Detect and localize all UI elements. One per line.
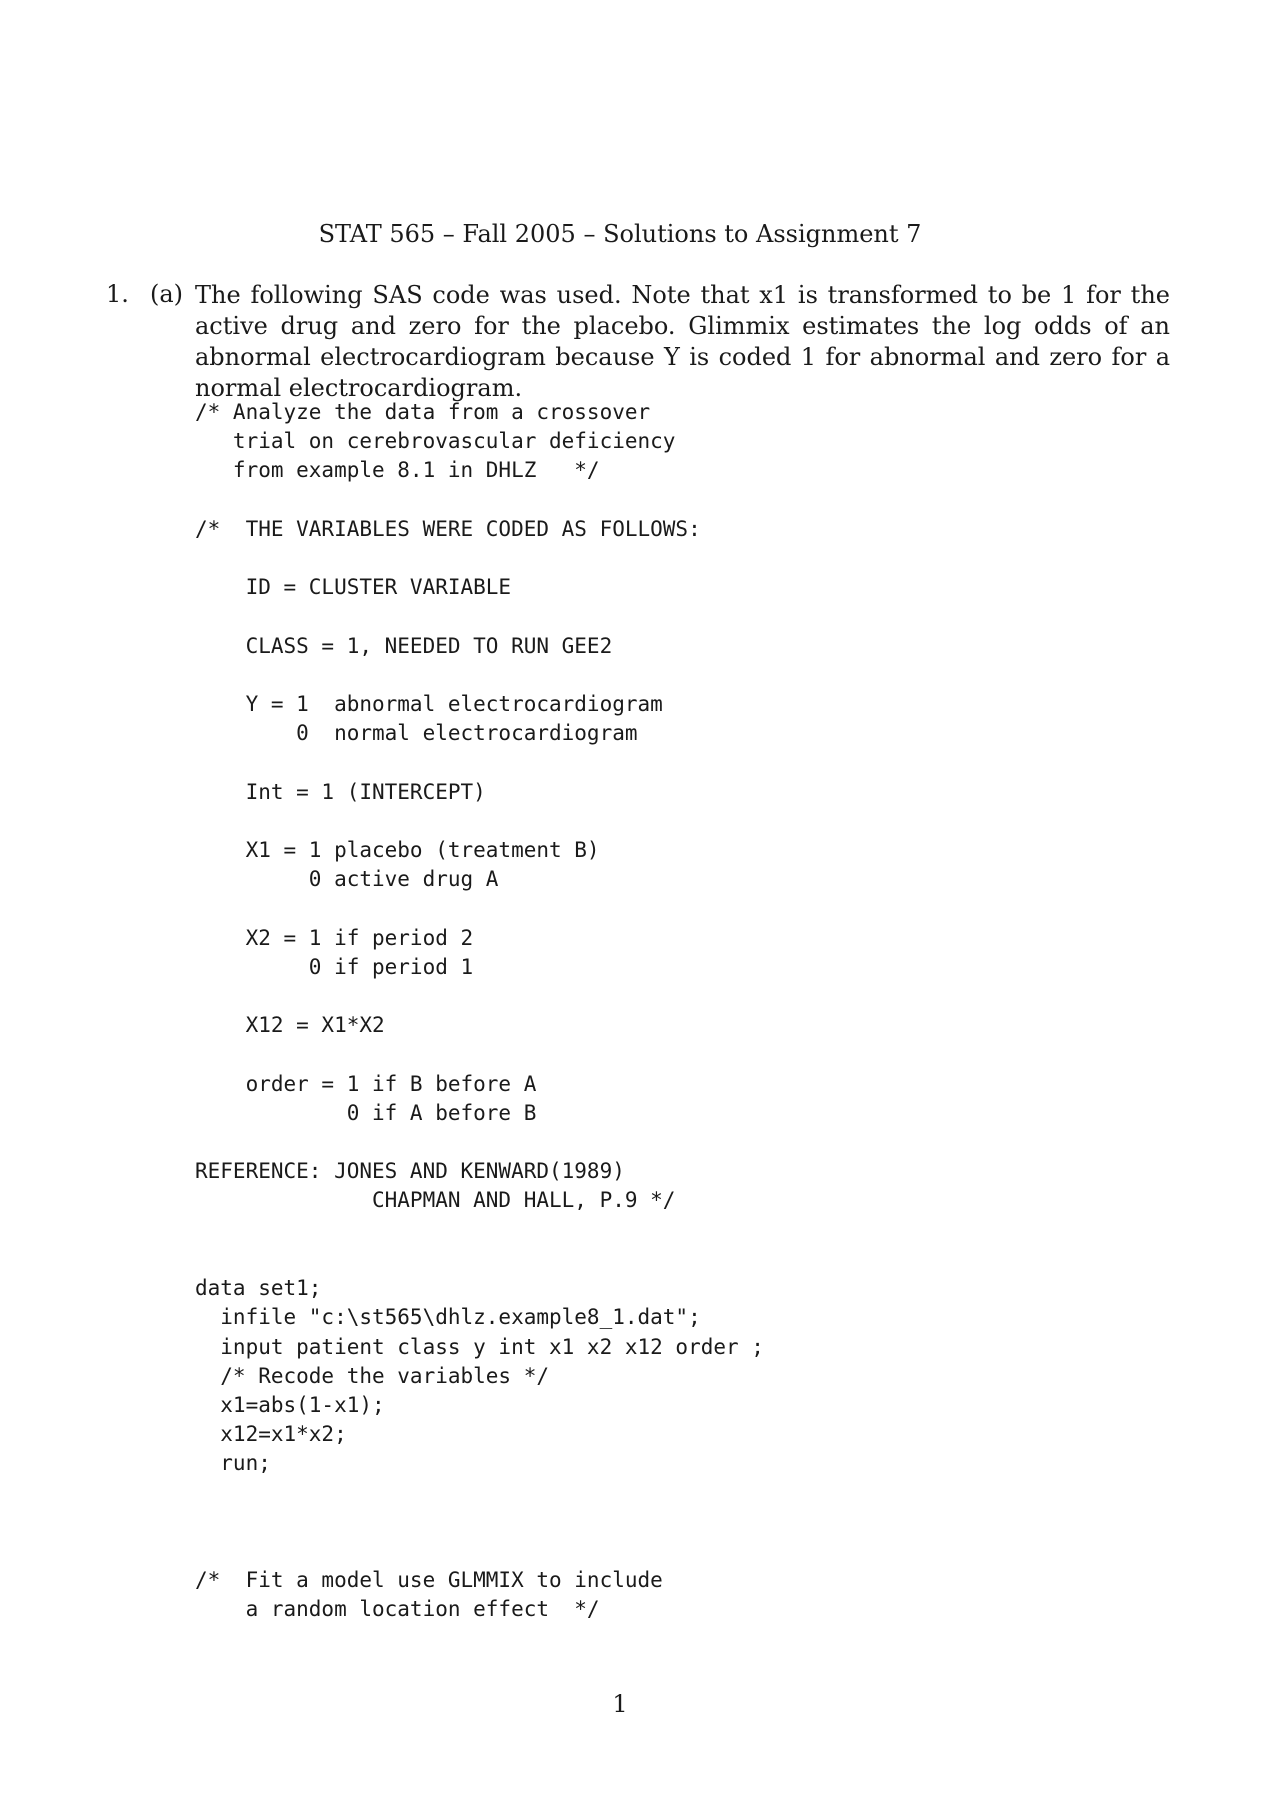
code-line: infile "c:\st565\dhlz.example8_1.dat"; [195,1305,701,1330]
code-line: 0 active drug A [195,867,499,892]
code-line: a random location effect */ [195,1597,600,1622]
code-line: /* Analyze the data from a crossover [195,400,651,424]
code-line: from example 8.1 in DHLZ */ [195,458,600,483]
code-line: X12 = X1*X2 [195,1013,385,1038]
code-line: /* Fit a model use GLMMIX to include [195,1568,663,1593]
code-line: order = 1 if B before A [195,1071,537,1096]
code-line: x12=x1*x2; [195,1422,347,1447]
sas-code-block [195,398,764,1625]
code-line: input patient class y int x1 x2 x12 order ; [195,1334,764,1359]
code-line: 0 normal electrocardiogram [195,721,638,746]
code-line: x1=abs(1-x1); [195,1392,385,1417]
code-line: trial on cerebrovascular deficiency [195,429,676,454]
code-line: ID = CLUSTER VARIABLE [195,575,512,600]
code-line: data set1; [195,1276,322,1301]
part-label: (a) [150,280,184,308]
code-line: CLASS = 1, NEEDED TO RUN GEE2 [195,633,613,658]
code-line: REFERENCE: JONES AND KENWARD(1989) [195,1159,625,1184]
code-line: /* THE VARIABLES WERE CODED AS FOLLOWS: [195,516,701,541]
code-line: Int = 1 (INTERCEPT) [195,779,486,804]
intro-paragraph: The following SAS code was used. Note that x1 is transformed to be 1 for the active drug and zero for the placebo. Glimmix estimates the log odds of an abnormal electrocardiogram because Y is coded 1 for abnormal and zero for a normal electrocardiogram. [195,281,1170,402]
code-line: Y = 1 abnormal electrocardiogram [195,692,663,717]
page-title: STAT 565 – Fall 2005 – Solutions to Assignment 7 [318,220,922,248]
code-line: X1 = 1 placebo (treatment B) [195,838,600,863]
page-number: 1 [612,1690,628,1718]
code-line: run; [195,1451,271,1476]
code-line: 0 if period 1 [195,954,474,979]
code-line: CHAPMAN AND HALL, P.9 */ [195,1188,676,1213]
problem-number: 1. [106,280,129,308]
code-line: X2 = 1 if period 2 [195,925,474,950]
code-line: /* Recode the variables */ [195,1363,550,1388]
code-line: 0 if A before B [195,1100,537,1125]
